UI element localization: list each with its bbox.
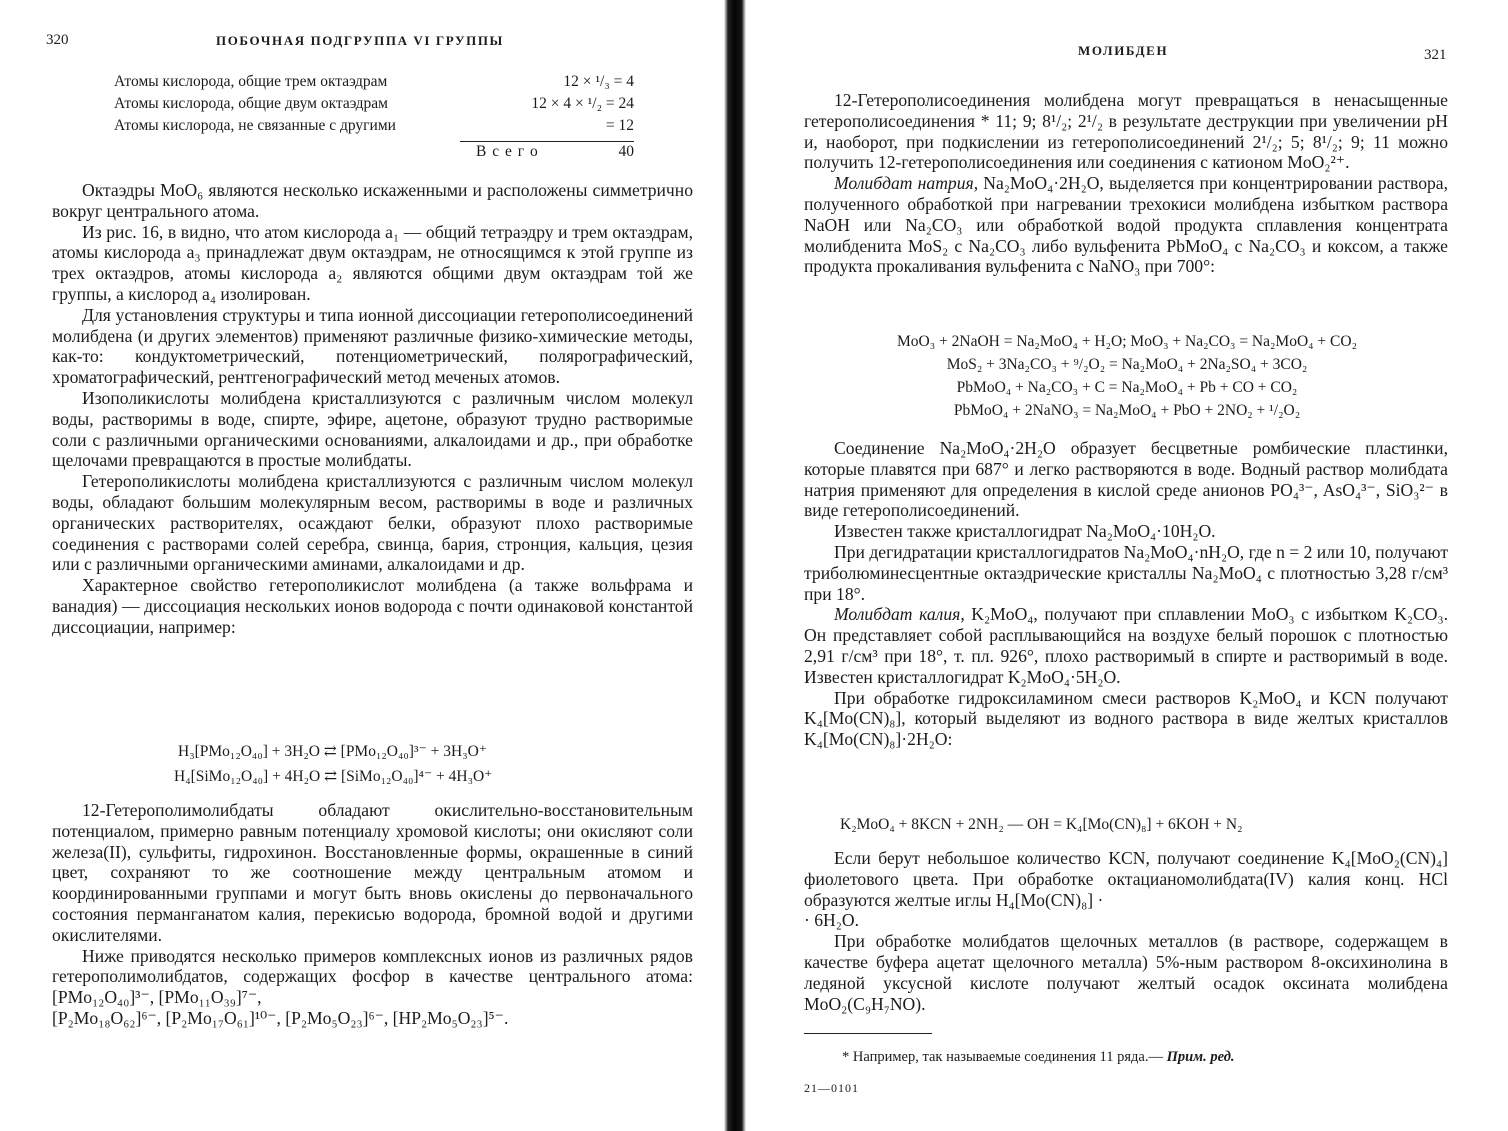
editor-note: Прим. ред. [1166,1049,1235,1065]
left-text-block-1 [52,180,693,638]
equation: PbMoO₄ + Na₂CO₃ + C = Na₂MoO₄ + Pb + CO + CO₂ [956,379,1298,396]
table-row: Атомы кислорода, общие двум октаэдрам 12 × 4 × ¹/₂ = 24 [114,95,634,112]
paragraph: Из рис. 16, в видно, что атом кислорода a₁ — общий тетраэдру и трем октаэдрам, атомы кислорода a₃ принадлежат двум октаэдрам, не относящимся к этой группе из трех октаэдров, атомы кислорода a₂ являются общими двум октаэдрам той же группы, а кислород a₄ изолирован. [52,221,693,304]
footnote-rule [804,1033,932,1034]
table-row: Атомы кислорода, общие трем октаэдрам 12 × ¹/₃ = 4 [114,73,634,90]
equation: MoS₂ + 3Na₂CO₃ + ⁹/₂O₂ = Na₂MoO₄ + 2Na₂SO₄ + 3CO₂ [946,356,1308,373]
paragraph: Ниже приводятся несколько примеров комплексных ионов из различных рядов гетерополимолибдатов, содержащих фосфор в качестве центрального атома: [PMo₁₂O₄₀]³⁻, [PMo₁₁O₃₉]⁷⁻, [52,945,693,1008]
right-text-block-2 [804,438,1448,750]
equation: K₂MoO₄ + 8KCN + 2NH₂ — OH = K₄[Mo(CN)₈] + 6KOH + N₂ [840,816,1243,833]
footnote: * Например, так называемые соединения 11 ряда.— Прим. ред. [842,1049,1235,1065]
table-row: Атомы кислорода, не связанные с другими = 12 [114,117,634,134]
paragraph: Гетерополикислоты молибдена кристаллизуются с различным числом молекул воды, обладают большим молекулярным весом, растворимы в воде и различных органических растворителях, осаждают белки, образуют плохо растворимые соединения с растворами солей серебра, свинца, бария, стронция, кальция, цезия или с различными органическими аминами, алкалоидами и др. [52,471,693,575]
printer-signature: 21—0101 [804,1081,859,1095]
right-page [752,0,1508,1131]
ion-list-line: [P₂Mo₁₈O₆₂]⁶⁻, [P₂Mo₁₇O₆₁]¹⁰⁻, [P₂Mo₅O₂₃]⁶⁻, [HP₂Mo₅O₂₃]⁵⁻. [52,1007,509,1028]
paragraph: Изополикислоты молибдена кристаллизуются с различным числом молекул воды, растворимы в воде, спирте, эфире, ацетоне, образуют трудно растворимые соли с различными органическими основаниями, алкалоидами и др., при обработке щелочами превращаются в простые молибдаты. [52,387,693,471]
left-text-block-2 [52,800,693,1029]
equation: PbMoO₄ + 2NaNO₃ = Na₂MoO₄ + PbO + 2NO₂ + ¹/₂O₂ [953,402,1301,419]
paragraph-continuation: · 6H₂O. [804,910,859,931]
paragraph: Молибдат натрия, Na₂MoO₄·2H₂O, выделяется при концентрировании раствора, полученного обработкой при нагревании трехокиси молибдена избытком раствора NaOH или Na₂CO₃ или обработкой водой продукта сплавления концентрата молибденита MoS₂ с Na₂CO₃ либо вульфенита PbMoO₄ с Na₂CO₃ и коксом, а также продукта прокаливания вульфенита с NaNO₃ при 700°: [804,173,1449,277]
oxygen-atoms-table [114,71,634,163]
equation: H₃[PMo₁₂O₄₀] + 3H₂O ⇄ [PMo₁₂O₄₀]³⁻ + 3H₃O⁺ [178,743,487,760]
term-potassium-molybdate: Молибдат калия [834,604,961,625]
running-header: ПОБОЧНАЯ ПОДГРУППА VI ГРУППЫ [216,33,504,48]
term-sodium-molybdate: Молибдат натрия [834,173,974,194]
equations-group [792,330,1462,422]
paragraph: При обработке гидроксиламином смеси растворов K₂MoO₄ и KCN получают K₄[Mo(CN)₈], который выделяют из водного раствора в виде желтых кристаллов K₄[Mo(CN)₈]·2H₂O: [804,687,1448,750]
page-number: 321 [1424,47,1447,63]
page-number: 320 [46,32,69,48]
paragraph: 12-Гетерополисоединения молибдена могут превращаться в ненасыщенные гетерополисоединения * 11; 9; 8¹/₂; 2¹/₂ в результате деструкции при увеличении pH и, наоборот, при подкислении из гетерополисоединений 2¹/₂; 5; 8¹/₂; 9; 11 можно получить 12-гетерополисоединения или соединения с катионом MoO₂²⁺. [804,90,1448,173]
paragraph: Октаэдры MoO₆ являются несколько искаженными и расположены симметрично вокруг центрального атома. [52,180,693,221]
paragraph: При дегидратации кристаллогидратов Na₂MoO₄·nH₂O, где n = 2 или 10, получают триболюминесцентные октаэдрические кристаллы Na₂MoO₄ с плотностью 3,28 г/см³ при 18°. [804,541,1449,604]
running-header: МОЛИБДЕН [1078,43,1169,58]
paragraph: Соединение Na₂MoO₄·2H₂O образует бесцветные ромбические пластинки, которые плавятся при 687° и легко растворяются в воде. Водный раствор молибдата натрия применяют для определения в кислой среде анионов PO₄³⁻, AsO₄³⁻, SiO₃²⁻ в виде гетерополисоединений. [804,438,1448,521]
paragraph: Если берут небольшое количество KCN, получают соединение K₄[MoO₂(CN)₄] фиолетового цвета. При обработке октацианомолибдата(IV) калия конц. HCl образуются желтые иглы H₄[Mo(CN)₈] · [804,848,1448,910]
right-text-block-3 [804,848,1448,1014]
left-page [0,0,726,1131]
paragraph: Характерное свойство гетерополикислот молибдена (а также вольфрама и ванадия) — диссоциация нескольких ионов водорода с почти одинаковой константой диссоциации, например: [52,575,693,637]
paragraph: При обработке молибдатов щелочных металлов (в растворе, содержащем в качестве буфера ацетат щелочного металла) 5%-ным раствором 8-оксихинолина в ледяной уксусной кислоте получают желтый осадок оксината молибдена MoO₂(C₉H₇NO). [804,931,1448,1014]
paragraph: Молибдат калия, K₂MoO₄, получают при сплавлении MoO₃ с избытком K₂CO₃. Он представляет собой расплывающийся на воздухе белый порошок с плотностью 2,91 г/см³ при 18°, т. пл. 926°, плохо растворимый в спирте и растворимый в воде. Известен кристаллогидрат K₂MoO₄·5H₂O. [804,604,1449,687]
table-total-row: В с е г о 40 [476,143,634,160]
paragraph: 12-Гетерополимолибдаты обладают окислительно-восстановительным потенциалом, примерно равным потенциалу хромовой кислоты; они окисляют соли железа(II), сульфиты, гидрохинон. Восстановленные формы, окрашенные в синий цвет, сохраняют то же соотношение между центральным атомом и координированными группами и могут быть вновь окислены до первоначального состояния перманганатом калия, перекисью водорода, бромной водой и другими окислителями. [52,800,693,945]
right-text-block-1 [804,90,1448,277]
paragraph: Известен также кристаллогидрат Na₂MoO₄·10H₂O. [834,521,1216,542]
equation: H₄[SiMo₁₂O₄₀] + 4H₂O ⇄ [SiMo₁₂O₄₀]⁴⁻ + 4H₃O⁺ [174,768,493,785]
equation: MoO₃ + 2NaOH = Na₂MoO₄ + H₂O; MoO₃ + Na₂CO₃ = Na₂MoO₄ + CO₂ [897,333,1357,350]
book-spine [724,0,746,1131]
paragraph: Для установления структуры и типа ионной диссоциации гетерополисоединений молибдена (и других элементов) применяют различные физико-химические методы, как-то: кондуктометрический, потенциометрический, полярографический, хроматографический, рентгенографический метод меченых атомов. [52,304,693,388]
